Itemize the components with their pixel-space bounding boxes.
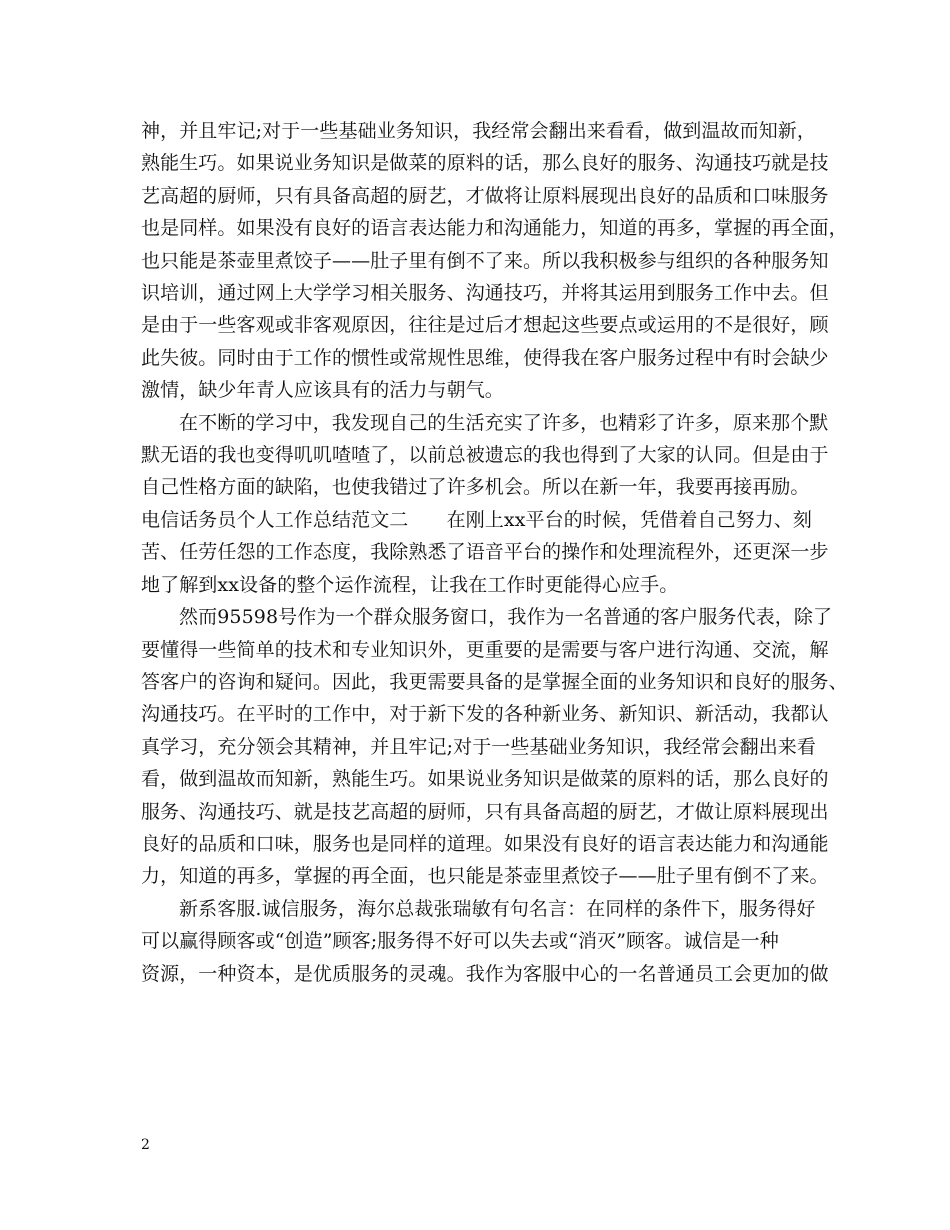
text-line: 艺高超的厨师，只有具备高超的厨艺，才做将让原料展现出良好的品质和口味服务	[141, 184, 829, 207]
text-line: 要懂得一些简单的技术和专业知识外，更重要的是需要与客户进行沟通、交流，解	[141, 638, 829, 661]
text-line: 是由于一些客观或非客观原因，往往是过后才想起这些要点或运用的不是很好，顾	[141, 314, 829, 337]
paragraph-start-line: 在不断的学习中，我发现自己的生活充实了许多，也精彩了许多，原来那个默	[179, 411, 829, 434]
page-number: 2	[141, 1137, 150, 1153]
text-line: 看，做到温故而知新，熟能生巧。如果说业务知识是做菜的原料的话，那么良好的	[141, 768, 829, 791]
text-line: 地了解到xx设备的整个运作流程，让我在工作时更能得心应手。	[141, 573, 679, 596]
text-line: 答客户的咨询和疑问。因此，我更需要具备的是掌握全面的业务知识和良好的服务、	[141, 670, 848, 693]
text-line: 也是同样。如果没有良好的语言表达能力和沟通能力，知道的再多，掌握的再全面，	[141, 217, 848, 240]
text-line: 默无语的我也变得叽叽喳喳了，以前总被遗忘的我也得到了大家的认同。但是由于	[141, 444, 829, 467]
text-line: 良好的品质和口味，服务也是同样的道理。如果没有良好的语言表达能力和沟通能	[141, 832, 829, 855]
paragraph-start-line: 然而95598号作为一个群众服务窗口，我作为一名普通的客户服务代表，除了	[179, 606, 833, 629]
text-line: 力，知道的再多，掌握的再全面，也只能是茶壶里煮饺子——肚子里有倒不了来。	[141, 865, 829, 888]
text-line: 真学习，充分领会其精神，并且牢记;对于一些基础业务知识，我经常会翻出来看	[141, 735, 817, 758]
paragraph-start-line: 新系客服.诚信服务，海尔总裁张瑞敏有句名言：在同样的条件下，服务得好	[179, 897, 816, 920]
text-line: 资源，一种资本，是优质服务的灵魂。我作为客服中心的一名普通员工会更加的做	[141, 962, 829, 985]
text-line: 此失彼。同时由于工作的惯性或常规性思维，使得我在客户服务过程中有时会缺少	[141, 346, 829, 369]
section-title-line: 电信话务员个人工作总结范文二 在刚上xx平台的时候，凭借着自己努力、刻	[141, 508, 813, 531]
text-line: 神，并且牢记;对于一些基础业务知识，我经常会翻出来看看，做到温故而知新，	[141, 120, 817, 142]
text-line: 熟能生巧。如果说业务知识是做菜的原料的话，那么良好的服务、沟通技巧就是技	[141, 152, 829, 175]
text-line: 自己性格方面的缺陷，也使我错过了许多机会。所以在新一年，我要再接再励。	[141, 476, 810, 499]
text-line: 识培训，通过网上大学学习相关服务、沟通技巧，并将其运用到服务工作中去。但	[141, 282, 829, 305]
text-line: 沟通技巧。在平时的工作中，对于新下发的各种新业务、新知识、新活动，我都认	[141, 703, 829, 726]
text-line: 可以赢得顾客或“创造”顾客;服务得不好可以失去或“消灭”顾客。诚信是一种	[141, 930, 779, 953]
text-line: 苦、任劳任怨的工作态度，我除熟悉了语音平台的操作和处理流程外，还更深一步	[141, 541, 829, 564]
text-line: 激情，缺少年青人应该具有的活力与朝气。	[141, 379, 504, 402]
body-text	[141, 115, 848, 990]
text-line: 服务、沟通技巧、就是技艺高超的厨师，只有具备高超的厨艺，才做让原料展现出	[141, 800, 829, 823]
text-line: 也只能是茶壶里煮饺子——肚子里有倒不了来。所以我积极参与组织的各种服务知	[141, 249, 829, 272]
